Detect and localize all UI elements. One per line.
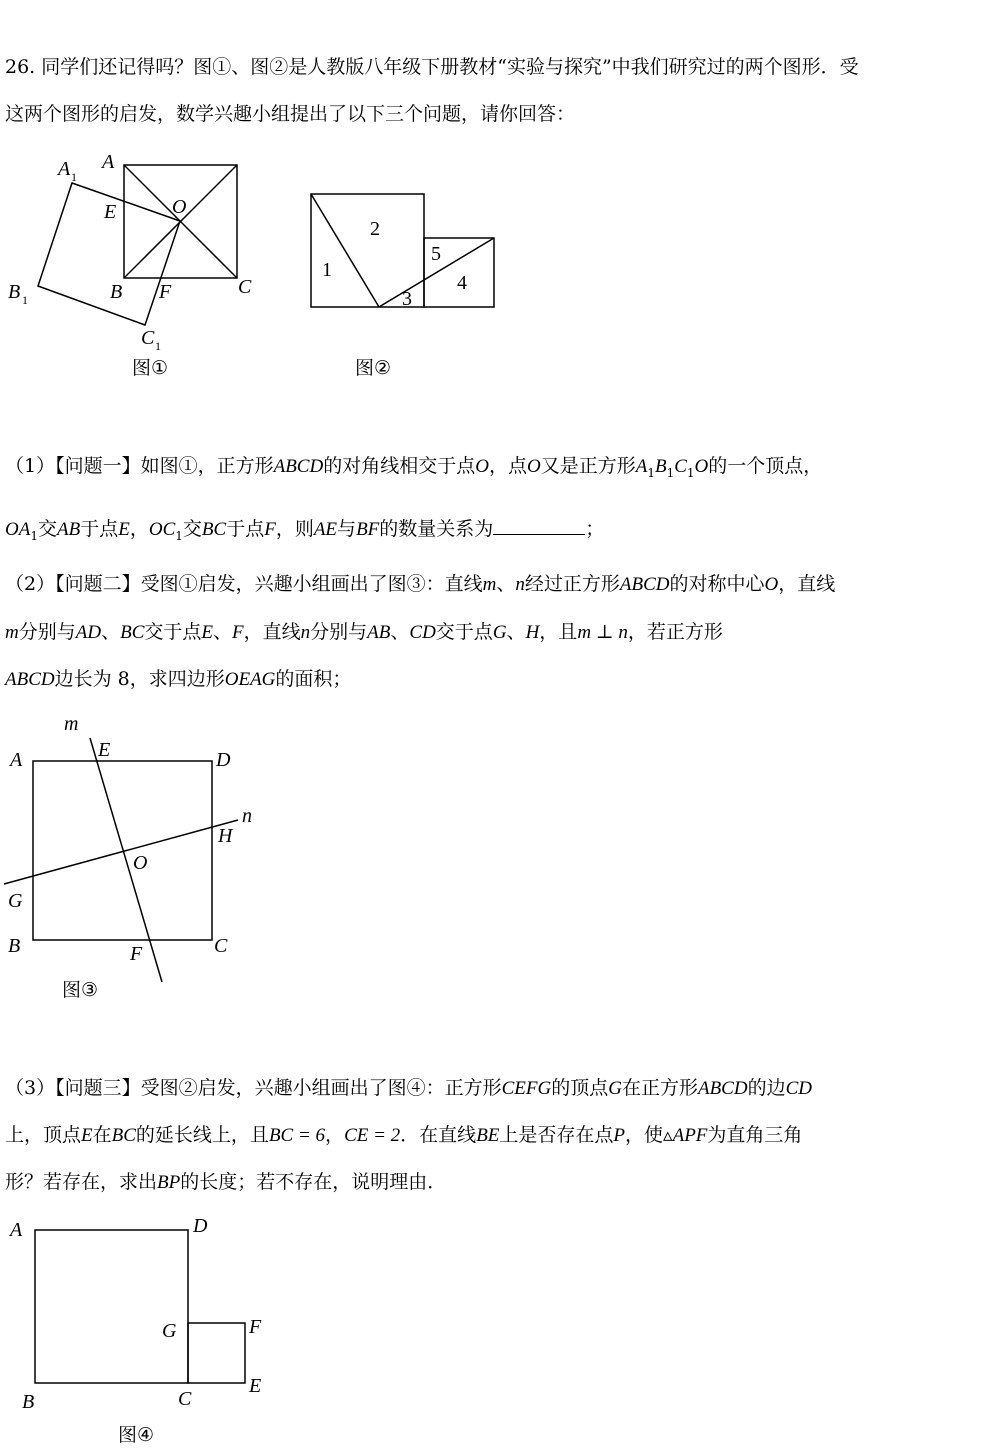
fig3-label-n: n	[242, 805, 252, 827]
fig1-label-e: E	[104, 201, 117, 223]
fig1-caption: 图①	[132, 357, 169, 379]
fig4-square-abcd	[35, 1230, 188, 1383]
fig2-label-2: 2	[370, 218, 380, 240]
fig4-label-c: C	[178, 1388, 192, 1410]
intro-line-1: 26. 同学们还记得吗？图①、图②是人教版八年级下册教材“实验与探究”中我们研究过的两个图形．受	[5, 56, 859, 78]
fig4-square-cefg	[188, 1323, 245, 1383]
fig1-label-b1: B	[8, 281, 21, 303]
q1-line-2: $OA_1$交AB于点E，$OC_1$交BC于点F，则AE与BF的数量关系为 ；	[5, 518, 605, 543]
q3-line-2: 上，顶点E在BC的延长线上，且BC = 6，CE = 2．在直线BE上是否存在点P，使▵APF为直角三角	[5, 1124, 803, 1146]
fig3-label-c: C	[214, 935, 228, 957]
fig4-label-f: F	[249, 1316, 262, 1338]
fig4-label-e: E	[249, 1375, 262, 1397]
fig1-label-c: C	[238, 276, 252, 298]
fig3-label-f: F	[130, 943, 143, 965]
q2-line-3: ABCD边长为 8，求四边形OEAG的面积；	[5, 668, 352, 690]
fig3-label-h: H	[218, 825, 233, 847]
fig4-label-g: G	[162, 1320, 177, 1342]
fig2-label-5: 5	[431, 243, 441, 265]
fig4-caption: 图④	[118, 1424, 155, 1446]
fig4-label-b: B	[22, 1391, 35, 1413]
q3-line-1: （3）【问题三】受图②启发，兴趣小组画出了图④：正方形CEFG的顶点G在正方形ABCD的边CD	[5, 1077, 812, 1099]
fig3-label-e: E	[98, 739, 111, 761]
fig1-label-a: A	[102, 151, 115, 173]
fig1-label-o: O	[172, 196, 187, 218]
intro-line-2: 这两个图形的启发，数学兴趣小组提出了以下三个问题，请你回答：	[5, 103, 576, 125]
fig4-label-a: A	[10, 1219, 23, 1241]
fig2-caption: 图②	[355, 357, 392, 379]
fig3-label-o: O	[133, 852, 148, 874]
fig3-label-a: A	[10, 749, 23, 771]
svg-text:1: 1	[155, 339, 161, 353]
fig2-label-4: 4	[457, 272, 467, 294]
fig1-label-a1: A	[58, 158, 71, 180]
fig2-label-1: 1	[322, 259, 332, 281]
fig3-label-d: D	[216, 749, 231, 771]
svg-text:1: 1	[22, 293, 28, 307]
fig3-label-b: B	[8, 935, 21, 957]
q1-line-1: （1）【问题一】如图①，正方形ABCD的对角线相交于点O，点O又是正方形$A_1B_1C_1O$的一个顶点，	[5, 455, 823, 480]
fig3-label-m: m	[64, 713, 79, 735]
fig3-label-g: G	[8, 890, 23, 912]
fig1-label-b: B	[110, 281, 123, 303]
fig3-caption: 图③	[62, 979, 99, 1001]
fig2-label-3: 3	[402, 288, 412, 310]
fig1-label-f: F	[159, 281, 172, 303]
q2-line-1: （2）【问题二】受图①启发，兴趣小组画出了图③：直线m、n经过正方形ABCD的对称中心O，直线	[5, 573, 836, 595]
fig4-label-d: D	[193, 1215, 208, 1237]
svg-text:1: 1	[71, 170, 77, 184]
q2-line-2: m分别与AD、BC交于点E、F，直线n分别与AB、CD交于点G、H，且m ⊥ n，若正方形	[5, 621, 723, 643]
fig1-label-c1: C	[141, 327, 155, 349]
q3-line-3: 形？若存在，求出BP的长度；若不存在，说明理由．	[5, 1171, 447, 1193]
